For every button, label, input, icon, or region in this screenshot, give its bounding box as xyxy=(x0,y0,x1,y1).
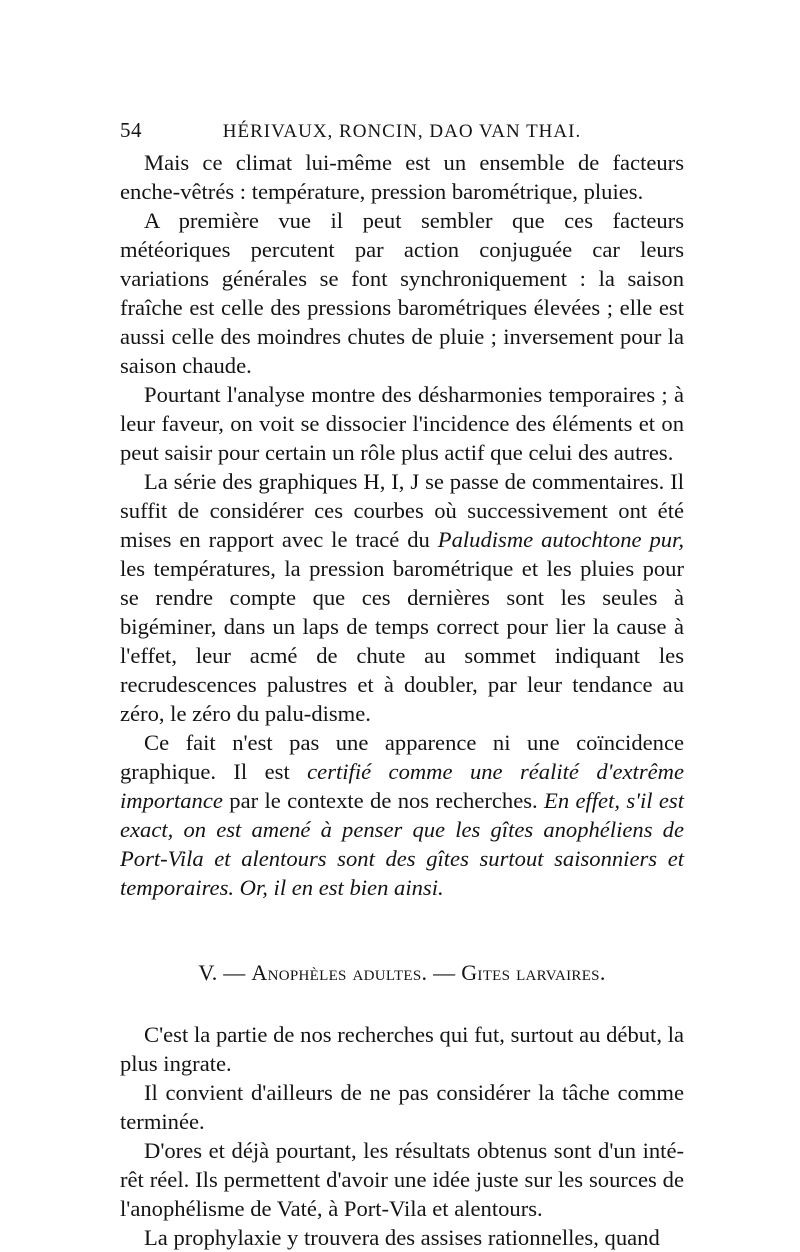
section-title: Anophèles adultes. — Gites larvaires. xyxy=(251,960,606,985)
paragraph-meteorological-factors: A première vue il peut sembler que ces facteurs météoriques percutent par action conjuguée car leurs variations générales se font synchroniquement : la saison fraîche est celle des pressions barométriques élevées ; elle est aussi celle des moindres chutes de pluie ; inversement pour la saison chaude. xyxy=(120,208,684,378)
paragraph-disharmonies: Pourtant l'analyse montre des désharmonies temporaires ; à leur faveur, on voit se dissocier l'incidence des éléments et on peut saisir pour certain un rôle plus actif que celui des autres. xyxy=(120,382,684,465)
paragraph-fact-italic-2: En effet, s'il est exact, on est amené à penser que les gîtes anophéliens de Port-Vila et alentours sont des gîtes surtout saisonniers et temporaires. Or, il en est bien ainsi. xyxy=(120,788,684,900)
paragraph-climate: Mais ce climat lui-même est un ensemble de facteurs enche-vêtrés : température, pression barométrique, pluies. xyxy=(120,150,684,204)
section-number: V. — xyxy=(198,960,252,985)
paragraph-ingrate: C'est la partie de nos recherches qui fut, surtout au début, la plus ingrate. xyxy=(120,1022,684,1076)
paragraph-task: Il convient d'ailleurs de ne pas considérer la tâche comme terminée. xyxy=(120,1080,684,1134)
paragraph-results: D'ores et déjà pourtant, les résultats obtenus sont d'un inté-rêt réel. Ils permettent d'avoir une idée juste sur les sources de l'anophélisme de Vaté, à Port-Vila et alentours. xyxy=(120,1138,684,1221)
page-header xyxy=(120,118,684,148)
paragraph-fact xyxy=(120,728,684,902)
paragraph-graphs-text-2: les températures, la pression barométrique et les pluies pour se rendre compte que ces dernières sont les seules à bigéminer, dans un laps de temps correct pour lier la cause à l'effet, leur acmé de chute au sommet indiquant les recrudescences palustres et à doubler, par leur tendance au zéro, le zéro du palu-disme. xyxy=(120,556,684,726)
paragraph-fact-text-1: Ce fait n'est pas une apparence ni une coïncidence graphique. Il est xyxy=(120,730,684,784)
paragraph-fact-text-2: par le contexte de nos recherches. xyxy=(222,788,545,813)
paragraph-prophylaxis: La prophylaxie y trouvera des assises rationnelles, quand xyxy=(144,1225,660,1250)
book-page xyxy=(120,118,684,1252)
paragraph-graphs-italic: Paludisme autochtone pur, xyxy=(437,527,684,552)
running-title: HÉRIVAUX, RONCIN, DAO VAN THAI. xyxy=(222,121,582,142)
paragraph-fact-italic-1: certifié comme une réalité d'extrême importance xyxy=(120,759,684,813)
page-number: 54 xyxy=(120,118,142,142)
paragraph-graphs-text-1: La série des graphiques H, I, J se passe de commentaires. Il suffit de considérer ces courbes où successivement ont été mises en rapport avec le tracé du xyxy=(120,469,684,552)
paragraph-graphs xyxy=(120,467,684,728)
section-heading xyxy=(120,960,684,986)
